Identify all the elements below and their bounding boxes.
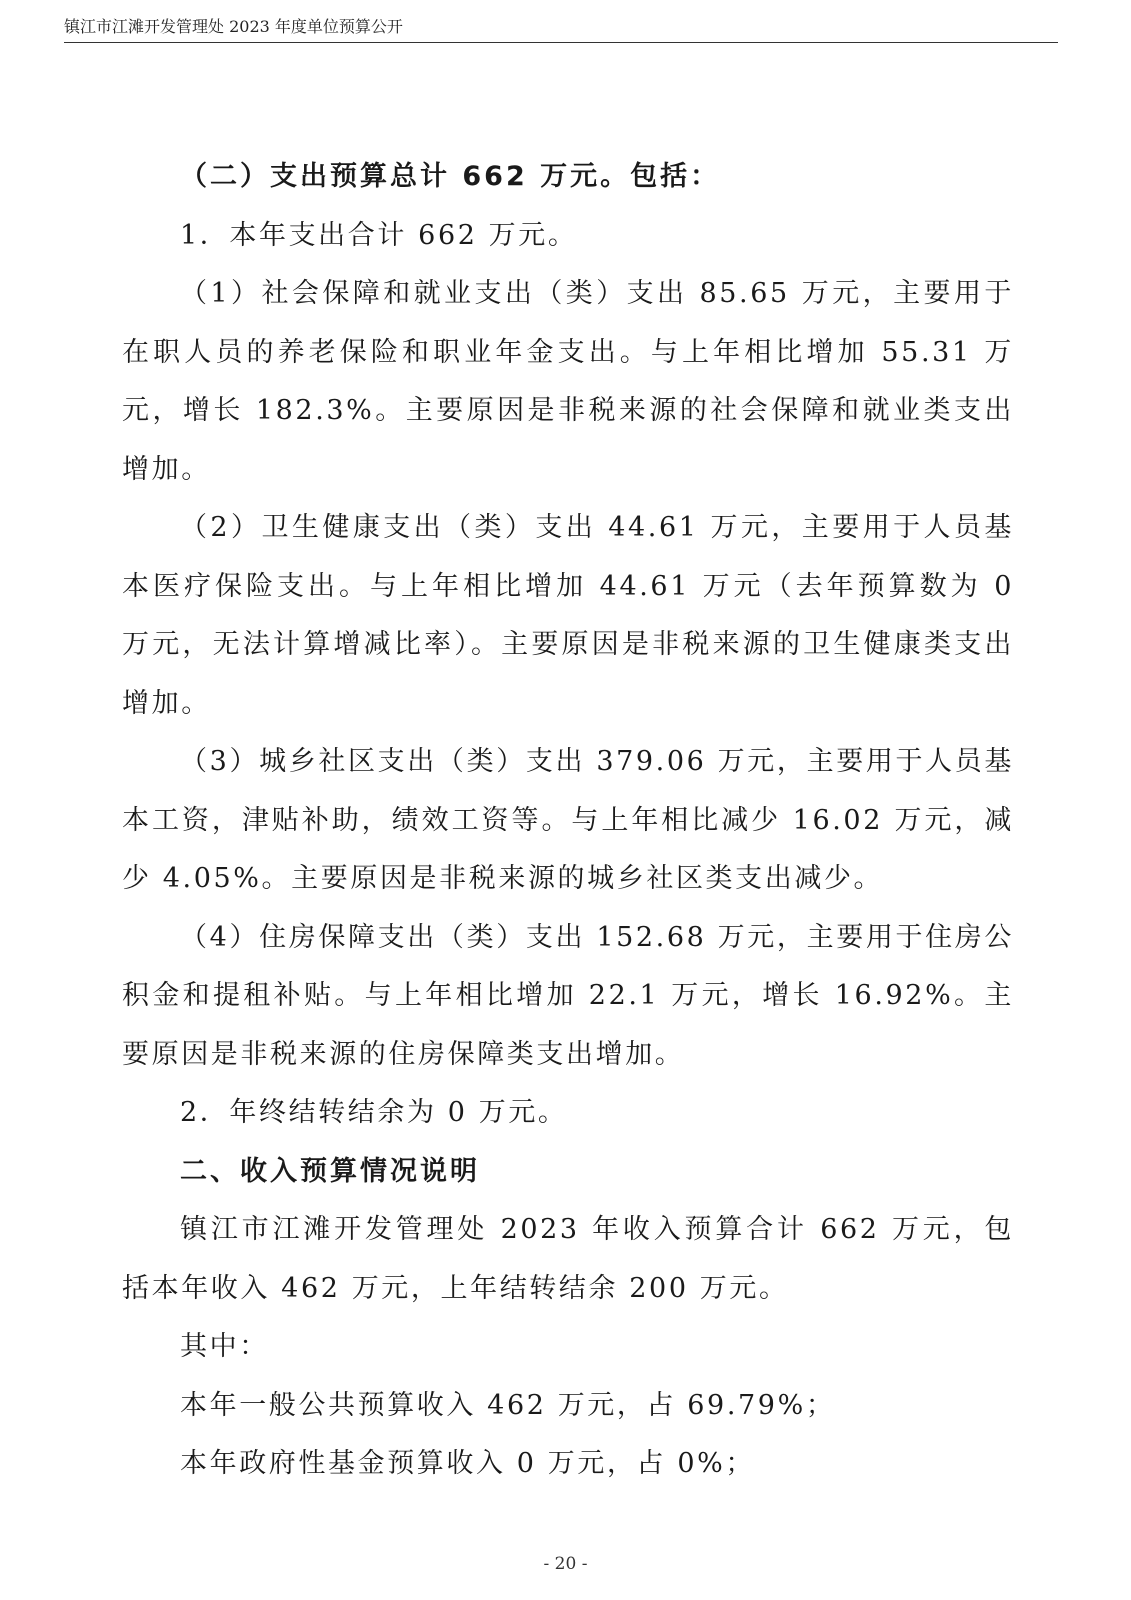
expenditure-item-1: 1．本年支出合计 662 万元。 bbox=[180, 219, 578, 251]
income-intro: 镇江市江滩开发管理处 2023 年收入预算合计 662 万元，包括本年收入 462 万元，上年结转结余 200 万元。 bbox=[122, 1214, 1014, 1304]
income-general-public: 本年一般公共预算收入 462 万元，占 69.79%； bbox=[180, 1389, 836, 1421]
expenditure-urban-rural: （3）城乡社区支出（类）支出 379.06 万元，主要用于人员基本工资，津贴补助，绩效工资等。与上年相比减少 16.02 万元，减少 4.05%。主要原因是非税来源的城乡社区类支出减少。 bbox=[122, 746, 1014, 894]
expenditure-social-security: （1）社会保障和就业支出（类）支出 85.65 万元，主要用于在职人员的养老保险和职业年金支出。与上年相比增加 55.31 万元，增长 182.3%。主要原因是非税来源的社会保障和就业类支出增加。 bbox=[122, 278, 1014, 485]
income-government-fund: 本年政府性基金预算收入 0 万元，占 0%； bbox=[180, 1448, 755, 1479]
income-heading: 二、收入预算情况说明 bbox=[180, 1155, 480, 1187]
page-header bbox=[64, 16, 1058, 43]
expenditure-housing: （4）住房保障支出（类）支出 152.68 万元，主要用于住房公积金和提租补贴。与上年相比增加 22.1 万元，增长 16.92%。主要原因是非税来源的住房保障类支出增加。 bbox=[122, 921, 1014, 1070]
expenditure-health: （2）卫生健康支出（类）支出 44.61 万元，主要用于人员基本医疗保险支出。与上年相比增加 44.61 万元（去年预算数为 0 万元，无法计算增减比率）。主要原因是非税来源的卫生健康类支出增加。 bbox=[122, 512, 1014, 719]
page-number: - 20 - bbox=[543, 1554, 588, 1574]
header-title: 镇江市江滩开发管理处 2023 年度单位预算公开 bbox=[64, 17, 403, 36]
document-body bbox=[122, 148, 1014, 1494]
income-among: 其中： bbox=[180, 1331, 269, 1362]
expenditure-heading: （二）支出预算总计 662 万元。包括： bbox=[180, 161, 721, 192]
expenditure-item-2: 2．年终结转结余为 0 万元。 bbox=[180, 1097, 568, 1128]
